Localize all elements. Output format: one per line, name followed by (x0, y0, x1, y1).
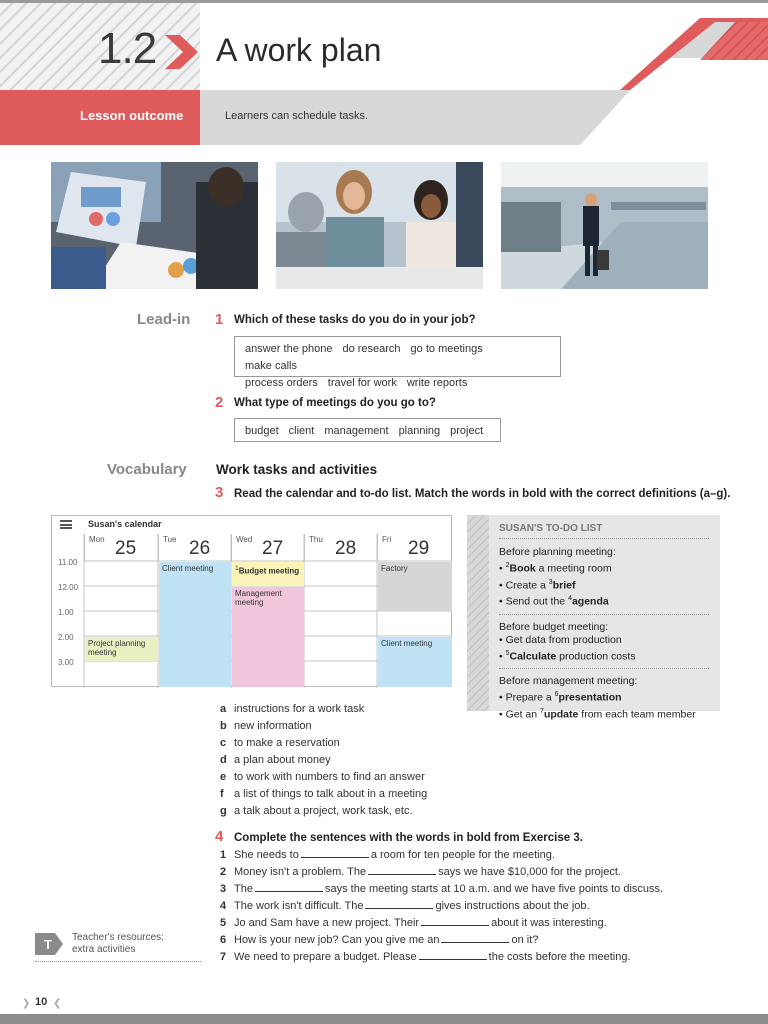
event-management-meeting-wed: Management meeting (232, 587, 304, 687)
time-label: 11.00 (58, 558, 78, 567)
exercise-1-number: 1 (215, 311, 224, 328)
photo-airport-traveller (501, 162, 708, 289)
todo-item: • $^2$Book a meeting room (499, 562, 612, 575)
lesson-outcome-label: Lesson outcome (80, 108, 184, 123)
susans-todo-list (467, 515, 720, 720)
sentence-item: 6 How is your new job? Can you give me an on it? (220, 934, 539, 946)
todo-item: • Get an $^7$update from each team member (499, 707, 696, 720)
todo-item: • Create a $^3$brief (499, 578, 576, 591)
answer-gap[interactable] (441, 933, 509, 943)
exercise-3-number: 3 (215, 484, 224, 501)
sentence-item: 3 The says the meeting starts at 10 a.m. and we have five points to discuss. (220, 883, 664, 895)
sentence-item: 5 Jo and Sam have a new project. Their about it was interesting. (220, 917, 607, 929)
sentence-item: 7 We need to prepare a budget. Please the costs before the meeting. (220, 951, 631, 963)
option: go to meetings (410, 343, 483, 355)
sentence-item: 4 The work isn't difficult. The gives instructions about the job. (220, 900, 590, 912)
todo-title: SUSAN'S TO-DO LIST (499, 523, 709, 539)
day-header-tue: Tue 26 (158, 534, 231, 561)
sentence-item: 2 Money isn't a problem. The says we have $10,000 for the project. (220, 866, 621, 878)
event-client-meeting-fri: Client meeting (378, 637, 452, 687)
definition-item: c to make a reservation (220, 737, 340, 749)
exercise-3-instruction: Read the calendar and to-do list. Match the words in bold with the correct definitions (a–g). (234, 488, 731, 500)
exercise-4-sentences (220, 848, 663, 967)
definition-item: a instructions for a work task (220, 703, 365, 715)
option: budget (245, 425, 279, 437)
todo-item: • Get data from production (499, 633, 622, 646)
time-label: 1.00 (58, 608, 74, 617)
lead-in-label: Lead-in (137, 311, 191, 328)
answer-gap[interactable] (368, 865, 436, 875)
vocabulary-title: Work tasks and activities (216, 462, 378, 477)
answer-gap[interactable] (421, 916, 489, 926)
option: management (324, 425, 389, 437)
day-header-wed: Wed 27 (231, 534, 304, 561)
exercise-4-number: 4 (215, 828, 224, 845)
todo-heading: Before budget meeting: (499, 620, 609, 633)
teachers-resources[interactable] (35, 930, 201, 962)
photo-team-meeting (276, 162, 483, 289)
time-label: 3.00 (58, 658, 74, 667)
susans-calendar (51, 515, 452, 687)
todo-group-management (499, 675, 709, 726)
sentence-item: 1 She needs to a room for ten people for the meeting. (220, 849, 555, 861)
page-title: A work plan (216, 32, 382, 68)
event-factory-fri: Factory (378, 562, 452, 611)
calendar-title: Susan's calendar (88, 519, 162, 529)
day-header-thu: Thu 28 (304, 534, 377, 561)
option: client (288, 425, 315, 437)
exercise-4-instruction: Complete the sentences with the words in bold from Exercise 3. (234, 832, 583, 844)
option: planning (398, 425, 441, 437)
exercise-2-options (234, 418, 501, 442)
time-label: 12.00 (58, 583, 79, 592)
event-project-planning-mon: Project planning meeting (85, 637, 158, 661)
option: make calls (245, 360, 297, 372)
definition-item: f a list of things to talk about in a meeting (220, 788, 428, 800)
option: project (450, 425, 484, 437)
todo-heading: Before management meeting: (499, 675, 638, 687)
todo-heading: Before planning meeting: (499, 546, 616, 558)
event-budget-meeting-wed: $^1$Budget meeting (232, 562, 304, 586)
todo-group-budget (499, 621, 709, 670)
lesson-header (0, 0, 768, 145)
teacher-resource-icon (35, 933, 63, 955)
answer-gap[interactable] (301, 848, 369, 858)
exercise-1-options (234, 336, 561, 389)
todo-hatch-strip (467, 515, 489, 711)
definition-item: b new information (220, 720, 312, 732)
page-number: 10 (35, 996, 48, 1008)
teacher-resource-text: Teacher's resources: extra activities (72, 932, 164, 955)
answer-gap[interactable] (419, 950, 487, 960)
option: answer the phone (245, 343, 333, 355)
option: write reports (406, 377, 468, 389)
footer-bar (0, 1014, 768, 1024)
todo-item: • $^5$Calculate production costs (499, 649, 636, 662)
option: travel for work (327, 377, 397, 389)
unit-number: 1.2 (98, 24, 157, 73)
definitions-list (220, 703, 427, 822)
vocabulary-label: Vocabulary (107, 461, 187, 478)
exercise-2-number: 2 (215, 394, 224, 411)
event-client-meeting-tue: Client meeting (159, 562, 231, 687)
answer-gap[interactable] (365, 899, 433, 909)
answer-gap[interactable] (255, 882, 323, 892)
option: do research (342, 343, 401, 355)
svg-text:T: T (44, 937, 52, 952)
time-label: 2.00 (58, 633, 74, 642)
todo-item: • Send out the $^4$agenda (499, 595, 609, 608)
day-header-fri: Fri 29 (377, 534, 452, 561)
definition-item: e to work with numbers to find an answer (220, 771, 425, 783)
definition-item: g a talk about a project, work task, etc. (220, 805, 413, 817)
page-arrow-left-icon: ❯ (22, 998, 31, 1009)
page-arrow-right-icon: ❮ (53, 998, 62, 1009)
exercise-1-question: Which of these tasks do you do in your job? (234, 314, 476, 326)
todo-item: • Prepare a $^6$presentation (499, 691, 622, 704)
lesson-outcome-text: Learners can schedule tasks. (225, 110, 369, 122)
option: process orders (245, 377, 318, 389)
photo-business-charts (51, 162, 258, 289)
day-header-mon: Mon 25 (84, 534, 158, 561)
todo-group-planning (499, 546, 709, 615)
definition-item: d a plan about money (220, 754, 331, 766)
exercise-2-question: What type of meetings do you go to? (234, 397, 436, 409)
